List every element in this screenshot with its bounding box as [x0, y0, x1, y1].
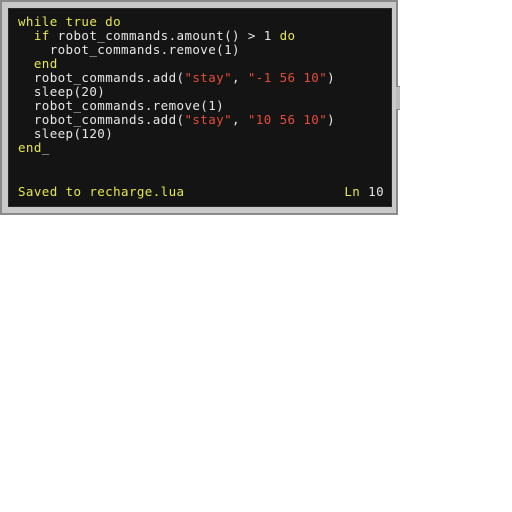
code-token: sleep(20) — [33, 84, 106, 99]
string-token: "-1 56 10" — [247, 70, 328, 85]
code-token: , — [232, 112, 248, 127]
code-token: robot_commands.remove(1) — [33, 98, 225, 113]
code-token: robot_commands.add( — [33, 70, 185, 85]
status-message: Saved to recharge.lua — [18, 184, 185, 199]
code-token: robot_commands.amount() > 1 — [57, 28, 280, 43]
code-editor[interactable] — [18, 15, 386, 155]
code-token: sleep(120) — [33, 126, 114, 141]
string-token: "stay" — [184, 112, 233, 127]
code-line[interactable] — [18, 29, 386, 43]
code-token: robot_commands.remove(1) — [49, 42, 240, 57]
string-token: "stay" — [184, 70, 233, 85]
keyword-token: do — [279, 28, 296, 43]
keyword-token: if — [33, 28, 58, 43]
keyword-token: while true do — [18, 14, 122, 29]
code-line[interactable] — [18, 85, 386, 99]
code-line[interactable] — [18, 15, 386, 29]
line-label: Ln — [344, 184, 361, 199]
code-line[interactable] — [18, 43, 386, 57]
code-line[interactable] — [18, 71, 386, 85]
terminal-window — [0, 0, 398, 215]
code-line[interactable] — [18, 57, 386, 71]
side-tab — [396, 86, 400, 110]
terminal-screen[interactable] — [8, 8, 392, 207]
code-token: ) — [327, 112, 336, 127]
code-line[interactable] — [18, 99, 386, 113]
code-line[interactable] — [18, 113, 386, 127]
line-number: 10 — [368, 184, 384, 199]
status-bar — [18, 185, 384, 199]
keyword-token: end — [33, 56, 58, 71]
code-line[interactable] — [18, 127, 386, 141]
code-line[interactable] — [18, 141, 386, 155]
string-token: "10 56 10" — [247, 112, 328, 127]
code-token: , — [232, 70, 248, 85]
code-token: ) — [327, 70, 336, 85]
line-indicator — [344, 185, 384, 199]
keyword-token: end — [18, 140, 42, 155]
text-cursor: _ — [41, 140, 50, 155]
code-token: robot_commands.add( — [33, 112, 185, 127]
